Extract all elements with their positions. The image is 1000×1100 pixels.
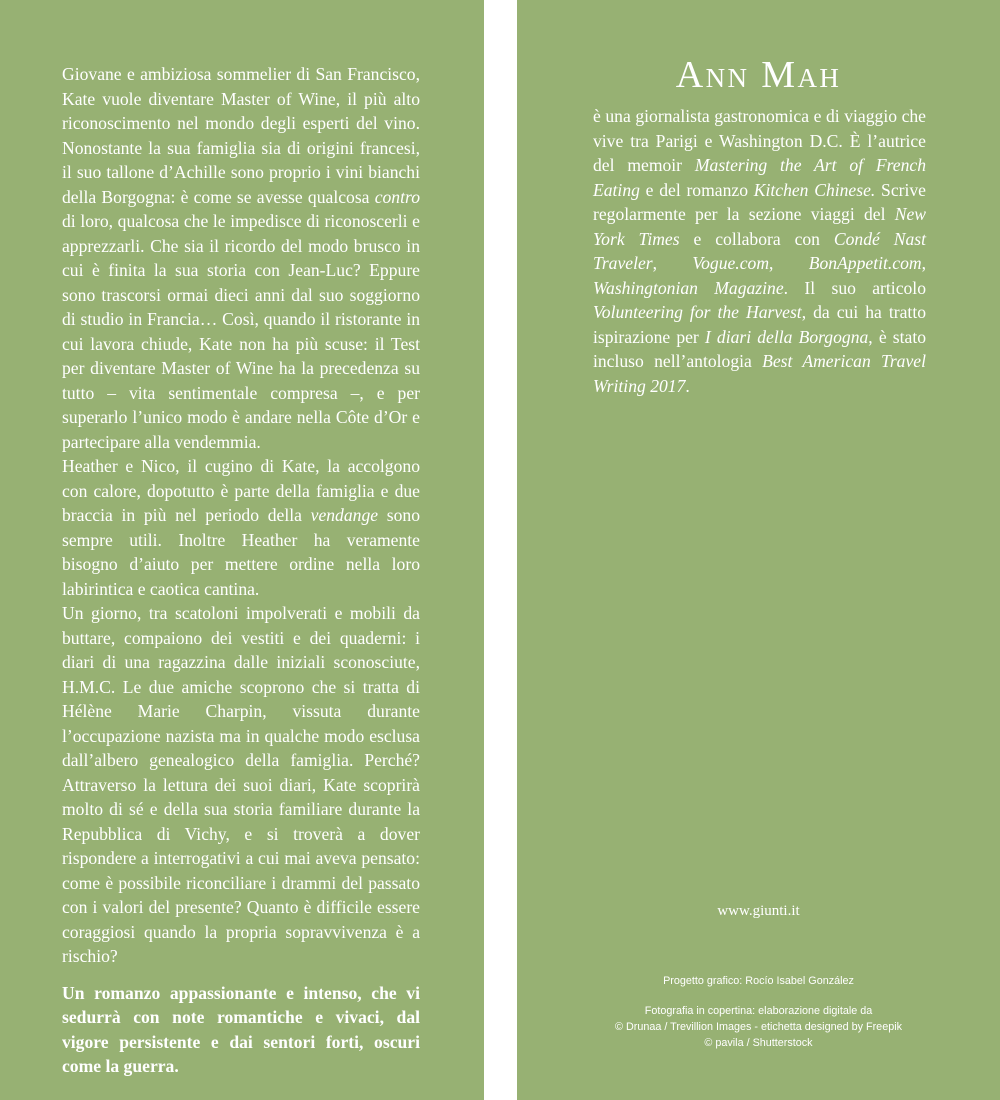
photo-credit-line-2: © Drunaa / Trevillion Images - etichetta designed by Freepik bbox=[614, 1021, 902, 1033]
credits bbox=[517, 973, 1000, 1051]
left-flap bbox=[0, 0, 484, 1100]
photo-credit-line-3: © pavila / Shutterstock bbox=[704, 1037, 813, 1049]
right-flap bbox=[517, 0, 1000, 1100]
synopsis-paragraph-2: Heather e Nico, il cugino di Kate, la accolgono con calore, dopotutto è parte della famiglia e due braccia in più nel periodo della vendange sono sempre utili. Inoltre Heather ha veramente bisogno d’aiuto per mettere ordine nella loro labirintica e caotica cantina. bbox=[62, 456, 421, 599]
design-credit: Progetto grafico: Rocío Isabel González bbox=[663, 975, 854, 987]
publisher-website: www.giunti.it bbox=[717, 903, 800, 919]
photo-credit-line-1: Fotografia in copertina: elaborazione digitale da bbox=[644, 1005, 873, 1017]
tagline: Un romanzo appassionante e intenso, che vi sedurrà con note romantiche e vivaci, dal vigore persistente e dai sentori forti, oscuri come la guerra. bbox=[62, 982, 420, 1076]
synopsis-paragraph-3: Un giorno, tra scatoloni impolverati e mobili da buttare, compaiono dei vestiti e dei quaderni: i diari di una ragazzina dalle iniziali sconosciute, H.M.C. Le due amiche scoprono che si tratta di Hélène Marie Charpin, vissuta durante l’occupazione nazista ma in qualche modo esclusa dall’albero genealogico della famiglia. Perché? Attraverso la lettura dei suoi diari, Kate scoprirà molto di sé e della sua storia familiare durante la Repubblica di Vichy, e si troverà a dover rispondere a interrogativi a cui mai aveva pensato: come è possibile riconciliare i drammi del passato con i valori del presente? Quanto è difficile essere coraggiosi quando la propria sopravvivenza è a rischio? bbox=[62, 603, 420, 966]
synopsis bbox=[62, 62, 420, 1079]
author-name: Ann Mah bbox=[675, 54, 842, 96]
author-bio: è una giornalista gastronomica e di viaggio che vive tra Parigi e Washington D.C. È l’autrice del memoir Mastering the Art of French Eating e del romanzo Kitchen Chinese. Scrive regolarmente per la sezione viaggi del New York Times e collabora con Condé Nast Traveler, Vogue.com, BonAppetit.com, Washingtonian Magazine. Il suo articolo Volunteering for the Harvest, da cui ha tratto ispirazione per I diari della Borgogna, è stato incluso nell’antologia Best American Travel Writing 2017. bbox=[593, 106, 927, 396]
synopsis-paragraph-1: Giovane e ambiziosa sommelier di San Francisco, Kate vuole diventare Master of Wine, il più alto riconoscimento nel mondo degli esperti del vino. Nonostante la sua famiglia sia di origini francesi, il suo tallone d’Achille sono proprio i vini bianchi della Borgogna: è come se avesse qualcosa contro di loro, qualcosa che le impedisce di riconoscerli e apprezzarli. Che sia il ricordo del modo brusco in cui è finita la sua storia con Jean-Luc? Eppure sono trascorsi ormai dieci anni dal suo soggiorno di studio in Francia… Così, quando il ristorante in cui lavora chiude, Kate non ha più scuse: il Test per diventare Master of Wine ha la precedenza su tutto – vita sentimentale compresa –, e per superarlo l’unico modo è andare nella Côte d’Or e partecipare alla vendemmia. bbox=[62, 64, 420, 452]
